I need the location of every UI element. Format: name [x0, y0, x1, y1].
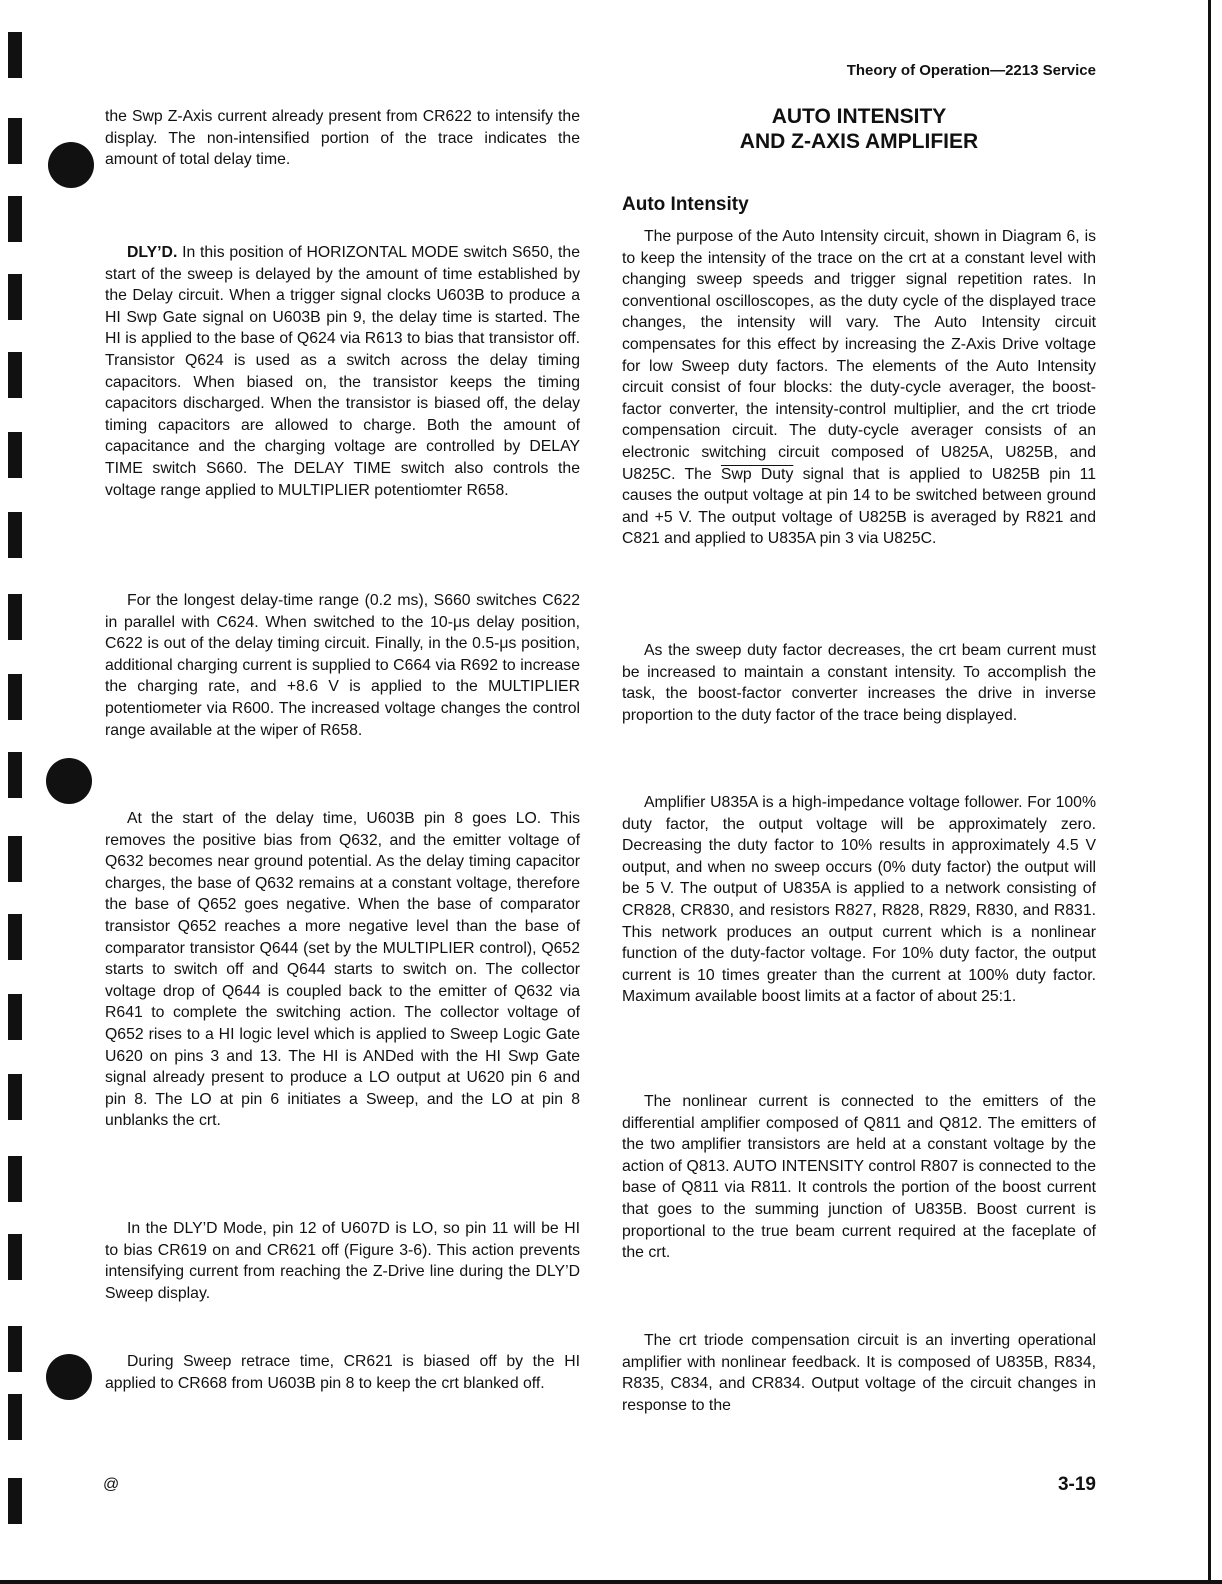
bottom-edge — [0, 1580, 1222, 1584]
right-column — [622, 1091, 1096, 1264]
paragraph: The crt triode compensation circuit is an inverting operational amplifier with nonlinear feedback. It is composed of U835B, R834, R835, C834, and CR834. Output voltage of the circuit changes in response to the — [622, 1332, 1096, 1414]
right-column — [622, 792, 1096, 1008]
binder-mark — [8, 836, 22, 882]
paragraph — [622, 226, 1096, 550]
left-column — [105, 1351, 580, 1394]
footer-mark: @ — [103, 1476, 120, 1493]
right-column — [622, 640, 1096, 726]
binder-mark — [8, 594, 22, 640]
binder-mark — [8, 752, 22, 798]
binder-mark — [8, 196, 22, 242]
binder-mark — [8, 1326, 22, 1372]
binder-mark — [8, 1156, 22, 1202]
section-title — [622, 104, 1096, 154]
left-column — [105, 242, 580, 501]
running-header: Theory of Operation—2213 Service — [846, 62, 1096, 79]
section-title-line: AND Z-AXIS AMPLIFIER — [739, 130, 979, 153]
binder-mark — [8, 994, 22, 1040]
paragraph-body: signal that is applied to U825B pin 11 causes the output voltage at pin 14 to be switched between ground and +5 V. The output voltage of U825B is averaged by R821 and C821 and applied to U835A pin 3 via U825C. — [622, 465, 1096, 548]
binder-mark — [8, 1074, 22, 1120]
binder-mark — [8, 674, 22, 720]
binder-mark — [8, 914, 22, 960]
left-column — [105, 808, 580, 1132]
binder-mark — [8, 512, 22, 558]
punch-hole — [46, 758, 92, 804]
paragraph: The nonlinear current is connected to the emitters of the differential amplifier composed of Q811 and Q812. The emitters of the two amplifier transistors are held at a constant voltage by the action of Q813. AUTO INTENSITY control R807 is connected to the base of Q811 via R811. It controls the portion of the boost current that goes to the summing junction of U835B. Boost current is proportional to the true beam current required at the faceplate of the crt. — [622, 1093, 1096, 1262]
binder-mark — [8, 432, 22, 478]
edge-rule — [1208, 0, 1211, 1584]
paragraph: the Swp Z-Axis current already present from CR622 to intensify the display. The non-intensified portion of the trace indicates the amount of total delay time. — [105, 108, 580, 169]
paragraph: For the longest delay-time range (0.2 ms), S660 switches C622 in parallel with C624. When switched to the 10-μs delay position, C622 is out of the delay timing circuit. Finally, in the 0.5-μs position, additional charging current is supplied to C664 via R692 to increase the charging rate, and +8.6 V is applied to the MULTIPLIER potentiometer via R600. The increased voltage changes the control range available at the wiper of R658. — [105, 592, 580, 739]
left-column — [105, 1218, 580, 1304]
page-number: 3-19 — [1057, 1474, 1096, 1495]
binder-mark — [8, 118, 22, 164]
paragraph: Amplifier U835A is a high-impedance voltage follower. For 100% duty factor, the output voltage will be approximately zero. Decreasing the duty factor to 10% results in approximately 4.5 V output, and when no sweep occurs (0% duty factor) the output will be 5 V. The output of U835A is applied to a network consisting of CR828, CR830, and resistors R827, R828, R829, R830, and R831. This network produces an output current which is a nonlinear function of the duty-factor voltage. For 10% duty factor, the output current is 10 times greater than the current at 100% duty factor. Maximum available boost limits at a factor of about 25:1. — [622, 794, 1096, 1006]
binder-mark — [8, 1394, 22, 1440]
punch-hole — [46, 1354, 92, 1400]
binder-mark — [8, 274, 22, 320]
paragraph: In the DLY’D Mode, pin 12 of U607D is LO, so pin 11 will be HI to bias CR619 on and CR621 off (Figure 3-6). This action prevents intensifying current from reaching the Z-Drive line during the DLY’D Sweep display. — [105, 1220, 580, 1302]
binder-mark — [8, 32, 22, 78]
left-column — [105, 590, 580, 741]
left-column — [105, 106, 580, 171]
paragraph: As the sweep duty factor decreases, the crt beam current must be increased to maintain a constant intensity. To accomplish the task, the boost-factor converter increases the drive in inverse proportion to the duty factor of the trace being displayed. — [622, 642, 1096, 724]
punch-hole — [48, 142, 94, 188]
paragraph — [105, 242, 580, 501]
run-in-heading: DLY’D. — [127, 244, 178, 261]
overlined-signal: Swp Duty — [720, 465, 794, 483]
binder-mark — [8, 352, 22, 398]
subheading: Auto Intensity — [622, 194, 749, 215]
right-column — [622, 226, 1096, 550]
paragraph-body: In this position of HORIZONTAL MODE switch S650, the start of the sweep is delayed by the amount of time established by the Delay circuit. When a trigger signal clocks U603B to produce a HI Swp Gate signal on U603B pin 9, the delay time is started. The HI is applied to the base of Q624 via R613 to bias that transistor off. Transistor Q624 is used as a switch across the delay timing capacitors. When biased on, the transistor keeps the timing capacitors discharged. When the transistor is biased off, the delay timing capacitors are allowed to charge. Both the amount of capacitance and the charging voltage are controlled by DELAY TIME switch S660. The DELAY TIME switch also controls the voltage range applied to MULTIPLIER potentiomter R658. — [105, 244, 580, 499]
binder-mark — [8, 1234, 22, 1280]
right-column — [622, 1330, 1096, 1416]
section-title-line: AUTO INTENSITY — [771, 105, 947, 128]
paragraph: At the start of the delay time, U603B pin 8 goes LO. This removes the positive bias from Q632, and the emitter voltage of Q632 becomes near ground potential. As the delay timing capacitor charges, the base of Q632 remains at a constant voltage, therefore the base of Q652 goes negative. When the base of comparator transistor Q652 reaches a more negative level than the base of comparator transistor Q644 (set by the MULTIPLIER control), Q652 starts to switch off and Q644 starts to switch on. The collector voltage drop of Q644 is coupled back to the emitter of Q632 via R641 to complete the switching action. The collector voltage of Q652 rises to a HI logic level which is applied to Sweep Logic Gate U620 on pins 3 and 13. The HI is ANDed with the HI Swp Gate signal already present to produce a LO output at U620 pin 6 and pin 8. The LO at pin 6 initiates a Sweep, and the LO at pin 8 unblanks the crt. — [105, 810, 580, 1130]
binder-mark — [8, 1478, 22, 1524]
paragraph-body: The purpose of the Auto Intensity circuit, shown in Diagram 6, is to keep the intensity of the trace on the crt at a constant level with changing sweep speeds and trigger signal repetition rates. In conventional oscilloscopes, as the duty cycle of the displayed trace changes, the intensity will vary. The Auto Intensity circuit compensates for this effect by increasing the Z-Axis Drive voltage for low Sweep duty factors. The elements of the Auto Intensity circuit consist of four blocks: the duty-cycle averager, the boost-factor converter, the intensity-control multiplier, and the crt triode compensation circuit. The duty-cycle averager consists of an electronic switching circuit composed of U825A, U825B, and U825C. The — [622, 228, 1096, 483]
paragraph: During Sweep retrace time, CR621 is biased off by the HI applied to CR668 from U603B pin 8 to keep the crt blanked off. — [105, 1353, 580, 1392]
